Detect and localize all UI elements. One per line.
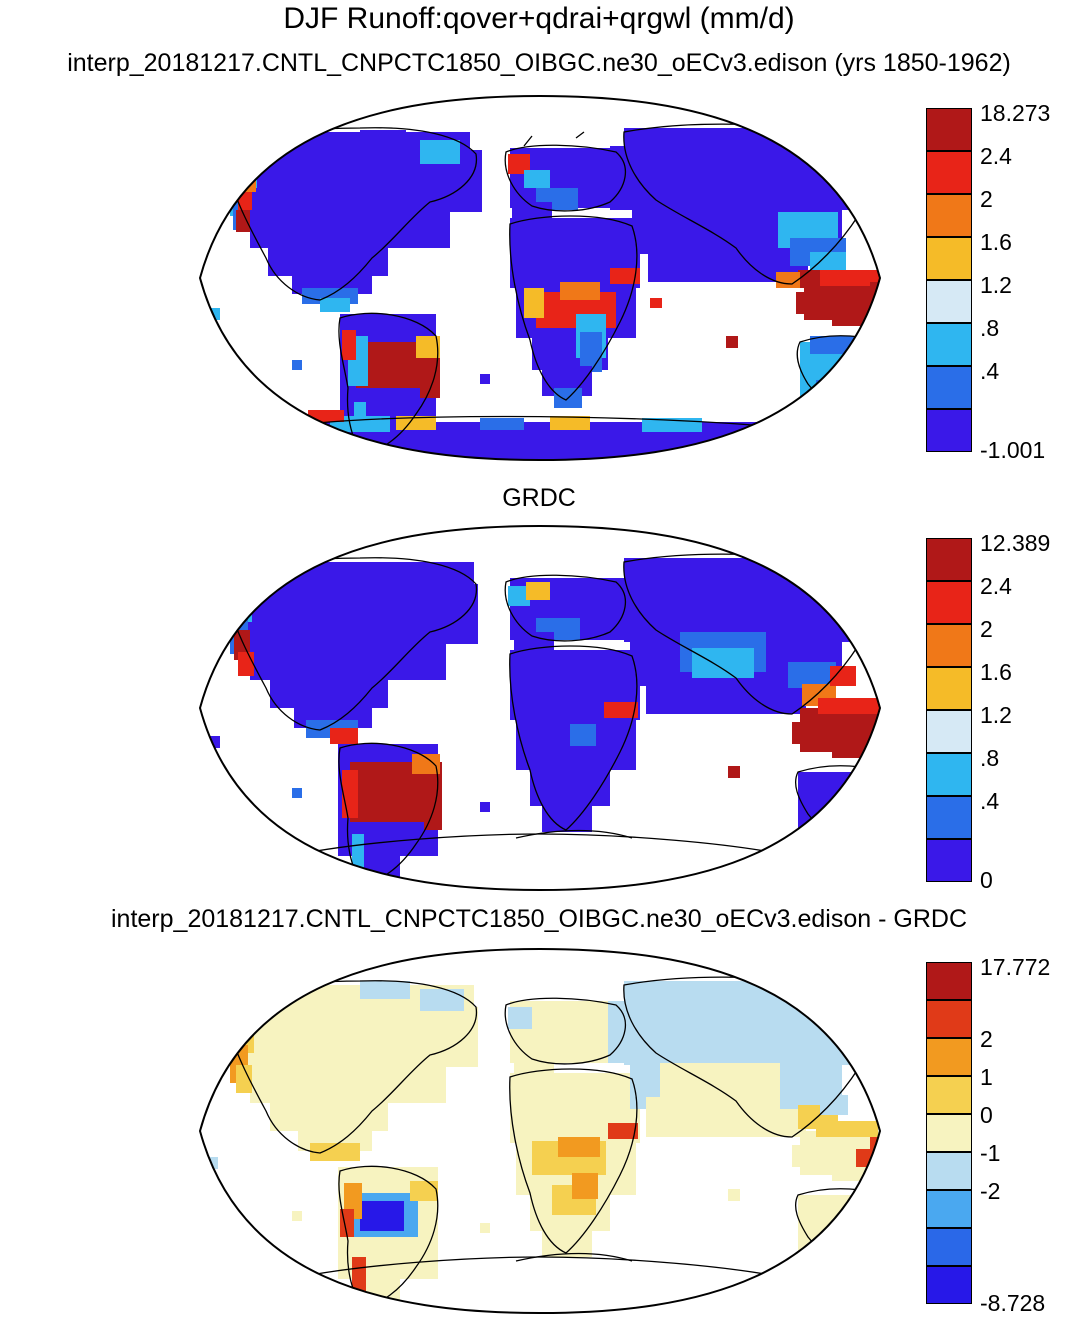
colorbar-swatch [926, 1000, 972, 1038]
colorbar-swatch [926, 194, 972, 237]
colorbar-tick-min: 0 [980, 867, 993, 893]
colorbar-obs [926, 530, 1051, 893]
colorbar-swatch [926, 667, 972, 710]
colorbar-tick: 0 [980, 1102, 993, 1128]
colorbar-swatch [926, 753, 972, 796]
colorbar-tick-max: 12.389 [980, 530, 1051, 556]
colorbar-tick: .8 [980, 315, 1000, 341]
world-map-diff [180, 945, 900, 1317]
colorbar-swatch [926, 1152, 972, 1190]
colorbar-tick: 1.2 [980, 702, 1012, 728]
colorbar-swatch [926, 710, 972, 753]
page-title: DJF Runoff:qover+qdrai+qrgwl (mm/d) [283, 2, 795, 35]
colorbar-swatch [926, 962, 972, 1000]
colorbar-swatch [926, 108, 972, 151]
colorbar-swatch [926, 280, 972, 323]
colorbar-tick: .4 [980, 358, 1000, 384]
colorbar-model [926, 100, 1051, 463]
colorbar-swatch [926, 1038, 972, 1076]
colorbar-swatch [926, 1076, 972, 1114]
colorbar-tick: 1.2 [980, 272, 1012, 298]
panel-title-obs: GRDC [502, 484, 576, 512]
colorbar-swatch [926, 1266, 972, 1304]
colorbar-swatch [926, 796, 972, 839]
colorbar-tick: 2 [980, 186, 993, 212]
world-map-obs [180, 522, 900, 894]
colorbar-swatch [926, 538, 972, 581]
figure-subtitle: interp_20181217.CNTL_CNPCTC1850_OIBGC.ne30_oECv3.edison (yrs 1850-1962) [67, 49, 1011, 77]
colorbar-swatch [926, 237, 972, 280]
colorbar-swatch [926, 366, 972, 409]
panel-title-diff: interp_20181217.CNTL_CNPCTC1850_OIBGC.ne30_oECv3.edison - GRDC [111, 905, 967, 933]
colorbar-tick: 2 [980, 1026, 993, 1052]
colorbar-tick-min: -1.001 [980, 437, 1046, 463]
colorbar-tick: -2 [980, 1178, 1001, 1204]
colorbar-tick: 2.4 [980, 143, 1012, 169]
colorbar-swatch [926, 581, 972, 624]
colorbar-swatch [926, 624, 972, 667]
colorbar-tick: 2 [980, 616, 993, 642]
colorbar-swatch [926, 1114, 972, 1152]
map-frame-diff [180, 945, 900, 1317]
map-frame-obs [180, 522, 900, 894]
colorbar-tick: 1.6 [980, 659, 1012, 685]
colorbar-tick-max: 17.772 [980, 954, 1051, 980]
map-frame-model [180, 92, 900, 464]
colorbar-diff [926, 954, 1051, 1316]
colorbar-tick: -1 [980, 1140, 1001, 1166]
colorbar-tick: 2.4 [980, 573, 1012, 599]
colorbar-swatch [926, 1228, 972, 1266]
colorbar-tick: 1 [980, 1064, 993, 1090]
colorbar-tick-max: 18.273 [980, 100, 1051, 126]
colorbar-swatch [926, 1190, 972, 1228]
colorbar-tick: .8 [980, 745, 1000, 771]
colorbar-tick: 1.6 [980, 229, 1012, 255]
colorbar-swatch [926, 323, 972, 366]
world-map-model [180, 92, 900, 464]
colorbar-swatch [926, 151, 972, 194]
colorbar-swatch [926, 409, 972, 452]
colorbar-tick-min: -8.728 [980, 1290, 1046, 1316]
colorbar-swatch [926, 839, 972, 882]
colorbar-tick: .4 [980, 788, 1000, 814]
